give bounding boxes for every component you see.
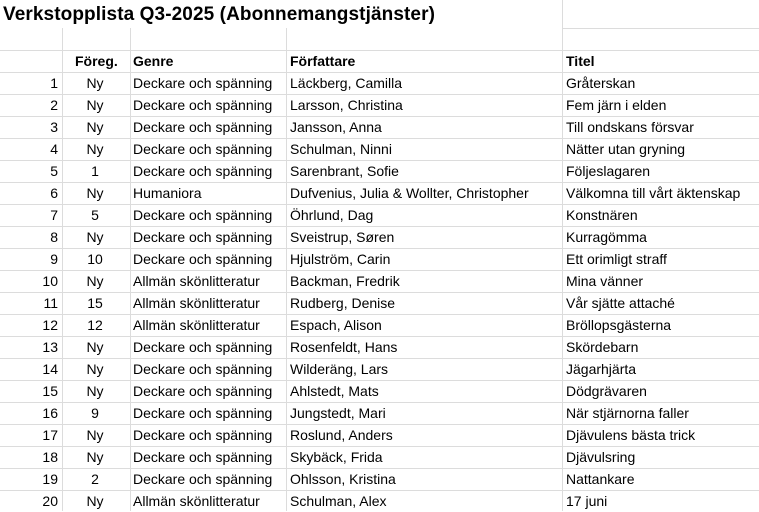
- rank-cell[interactable]: 13: [42, 339, 58, 355]
- rank-cell[interactable]: 6: [50, 185, 58, 201]
- titel-cell[interactable]: När stjärnorna faller: [566, 405, 689, 421]
- prev-cell[interactable]: Ny: [86, 383, 104, 399]
- prev-cell[interactable]: Ny: [86, 273, 104, 289]
- author-cell[interactable]: Sveistrup, Søren: [290, 229, 395, 245]
- prev-cell[interactable]: Ny: [86, 97, 104, 113]
- grid-column-line: [562, 0, 563, 511]
- author-cell[interactable]: Skybäck, Frida: [290, 449, 383, 465]
- header-author[interactable]: Författare: [290, 53, 356, 69]
- genre-cell[interactable]: Deckare och spänning: [133, 471, 273, 487]
- prev-cell[interactable]: Ny: [86, 449, 104, 465]
- genre-cell[interactable]: Allmän skönlitteratur: [133, 317, 260, 333]
- author-cell[interactable]: Hjulström, Carin: [290, 251, 391, 267]
- grid-row-line: [0, 94, 759, 95]
- grid-row-line: [0, 204, 759, 205]
- rank-cell[interactable]: 9: [50, 251, 58, 267]
- prev-cell[interactable]: 1: [91, 163, 99, 179]
- grid-row-line: [0, 160, 759, 161]
- sheet-title[interactable]: Verkstopplista Q3-2025 (Abonnemangstjänster): [3, 4, 436, 25]
- genre-cell[interactable]: Deckare och spänning: [133, 339, 273, 355]
- grid-row-line: [0, 72, 759, 73]
- author-cell[interactable]: Sarenbrant, Sofie: [290, 163, 399, 179]
- titel-cell[interactable]: Välkomna till vårt äktenskap: [566, 185, 741, 201]
- grid-row-line: [0, 138, 759, 139]
- prev-cell[interactable]: Ny: [86, 229, 104, 245]
- author-cell[interactable]: Öhrlund, Dag: [290, 207, 374, 223]
- prev-cell[interactable]: Ny: [86, 339, 104, 355]
- titel-cell[interactable]: Nattankare: [566, 471, 635, 487]
- prev-cell[interactable]: 2: [91, 471, 99, 487]
- rank-cell[interactable]: 2: [50, 97, 58, 113]
- author-cell[interactable]: Jansson, Anna: [290, 119, 382, 135]
- author-cell[interactable]: Jungstedt, Mari: [290, 405, 386, 421]
- titel-cell[interactable]: Gråterskan: [566, 75, 636, 91]
- header-genre[interactable]: Genre: [133, 53, 174, 69]
- genre-cell[interactable]: Deckare och spänning: [133, 383, 273, 399]
- author-cell[interactable]: Dufvenius, Julia & Wollter, Christopher: [290, 185, 529, 201]
- rank-cell[interactable]: 14: [42, 361, 58, 377]
- genre-cell[interactable]: Humaniora: [133, 185, 202, 201]
- genre-cell[interactable]: Deckare och spänning: [133, 229, 273, 245]
- rank-cell[interactable]: 19: [42, 471, 58, 487]
- grid-row-line: [0, 270, 759, 271]
- rank-cell[interactable]: 12: [42, 317, 58, 333]
- titel-cell[interactable]: Skördebarn: [566, 339, 639, 355]
- grid-row-line: [0, 50, 759, 51]
- titel-cell[interactable]: Ett orimligt straff: [566, 251, 667, 267]
- author-cell[interactable]: Ohlsson, Kristina: [290, 471, 396, 487]
- genre-cell[interactable]: Deckare och spänning: [133, 207, 273, 223]
- genre-cell[interactable]: Deckare och spänning: [133, 75, 273, 91]
- author-cell[interactable]: Schulman, Alex: [290, 493, 387, 509]
- author-cell[interactable]: Rosenfeldt, Hans: [290, 339, 398, 355]
- grid-row-line: [0, 314, 759, 315]
- genre-cell[interactable]: Deckare och spänning: [133, 361, 273, 377]
- grid-row-line: [0, 424, 759, 425]
- rank-cell[interactable]: 15: [42, 383, 58, 399]
- header-titel[interactable]: Titel: [566, 53, 595, 69]
- titel-cell[interactable]: Nätter utan gryning: [566, 141, 686, 157]
- grid-row-line: [0, 116, 759, 117]
- rank-cell[interactable]: 4: [50, 141, 58, 157]
- genre-cell[interactable]: Allmän skönlitteratur: [133, 273, 260, 289]
- genre-cell[interactable]: Deckare och spänning: [133, 119, 273, 135]
- genre-cell[interactable]: Deckare och spänning: [133, 97, 273, 113]
- grid-row-line: [0, 226, 759, 227]
- rank-cell[interactable]: 17: [42, 427, 58, 443]
- rank-cell[interactable]: 20: [42, 493, 58, 509]
- author-cell[interactable]: Schulman, Ninni: [290, 141, 392, 157]
- prev-cell[interactable]: Ny: [86, 185, 104, 201]
- rank-cell[interactable]: 18: [42, 449, 58, 465]
- titel-cell[interactable]: 17 juni: [566, 493, 608, 509]
- prev-cell[interactable]: 10: [87, 251, 103, 267]
- titel-cell[interactable]: Bröllopsgästerna: [566, 317, 672, 333]
- genre-cell[interactable]: Deckare och spänning: [133, 141, 273, 157]
- titel-cell[interactable]: Konstnären: [566, 207, 638, 223]
- prev-cell[interactable]: Ny: [86, 361, 104, 377]
- rank-cell[interactable]: 11: [43, 295, 58, 311]
- grid-row-line: [562, 28, 759, 29]
- genre-cell[interactable]: Allmän skönlitteratur: [133, 493, 260, 509]
- rank-cell[interactable]: 5: [50, 163, 58, 179]
- grid-row-line: [0, 248, 759, 249]
- prev-cell[interactable]: Ny: [86, 119, 104, 135]
- grid-row-line: [0, 380, 759, 381]
- rank-cell[interactable]: 16: [42, 405, 58, 421]
- titel-cell[interactable]: Fem järn i elden: [566, 97, 667, 113]
- grid-row-line: [0, 358, 759, 359]
- genre-cell[interactable]: Deckare och spänning: [133, 449, 273, 465]
- rank-cell[interactable]: 10: [42, 273, 58, 289]
- titel-cell[interactable]: Djävulsring: [566, 449, 636, 465]
- prev-cell[interactable]: Ny: [86, 141, 104, 157]
- titel-cell[interactable]: Vår sjätte attaché: [566, 295, 675, 311]
- prev-cell[interactable]: 15: [87, 295, 103, 311]
- header-prev[interactable]: Föreg.: [75, 53, 118, 69]
- grid-row-line: [0, 182, 759, 183]
- grid-row-line: [0, 336, 759, 337]
- rank-cell[interactable]: 1: [50, 75, 58, 91]
- titel-cell[interactable]: Till ondskans försvar: [566, 119, 694, 135]
- genre-cell[interactable]: Deckare och spänning: [133, 251, 273, 267]
- prev-cell[interactable]: 9: [91, 405, 99, 421]
- rank-cell[interactable]: 3: [50, 119, 58, 135]
- prev-cell[interactable]: Ny: [86, 427, 104, 443]
- prev-cell[interactable]: 5: [91, 207, 99, 223]
- grid-row-line: [0, 402, 759, 403]
- titel-cell[interactable]: Djävulens bästa trick: [566, 427, 696, 443]
- rank-cell[interactable]: 8: [50, 229, 58, 245]
- author-cell[interactable]: Roslund, Anders: [290, 427, 393, 443]
- prev-cell[interactable]: Ny: [86, 493, 104, 509]
- titel-cell[interactable]: Kurragömma: [566, 229, 647, 245]
- author-cell[interactable]: Rudberg, Denise: [290, 295, 396, 311]
- titel-cell[interactable]: Dödgrävaren: [566, 383, 647, 399]
- author-cell[interactable]: Ahlstedt, Mats: [290, 383, 379, 399]
- prev-cell[interactable]: 12: [87, 317, 103, 333]
- author-cell[interactable]: Läckberg, Camilla: [290, 75, 403, 91]
- author-cell[interactable]: Backman, Fredrik: [290, 273, 400, 289]
- genre-cell[interactable]: Deckare och spänning: [133, 163, 273, 179]
- titel-cell[interactable]: Jägarhjärta: [566, 361, 637, 377]
- author-cell[interactable]: Larsson, Christina: [290, 97, 403, 113]
- titel-cell[interactable]: Mina vänner: [566, 273, 644, 289]
- grid-row-line: [0, 468, 759, 469]
- author-cell[interactable]: Espach, Alison: [290, 317, 382, 333]
- grid-row-line: [0, 446, 759, 447]
- genre-cell[interactable]: Deckare och spänning: [133, 405, 273, 421]
- grid-row-line: [0, 490, 759, 491]
- rank-cell[interactable]: 7: [50, 207, 58, 223]
- titel-cell[interactable]: Följeslagaren: [566, 163, 651, 179]
- genre-cell[interactable]: Allmän skönlitteratur: [133, 295, 260, 311]
- author-cell[interactable]: Wilderäng, Lars: [290, 361, 389, 377]
- prev-cell[interactable]: Ny: [86, 75, 104, 91]
- grid-row-line: [0, 292, 759, 293]
- genre-cell[interactable]: Deckare och spänning: [133, 427, 273, 443]
